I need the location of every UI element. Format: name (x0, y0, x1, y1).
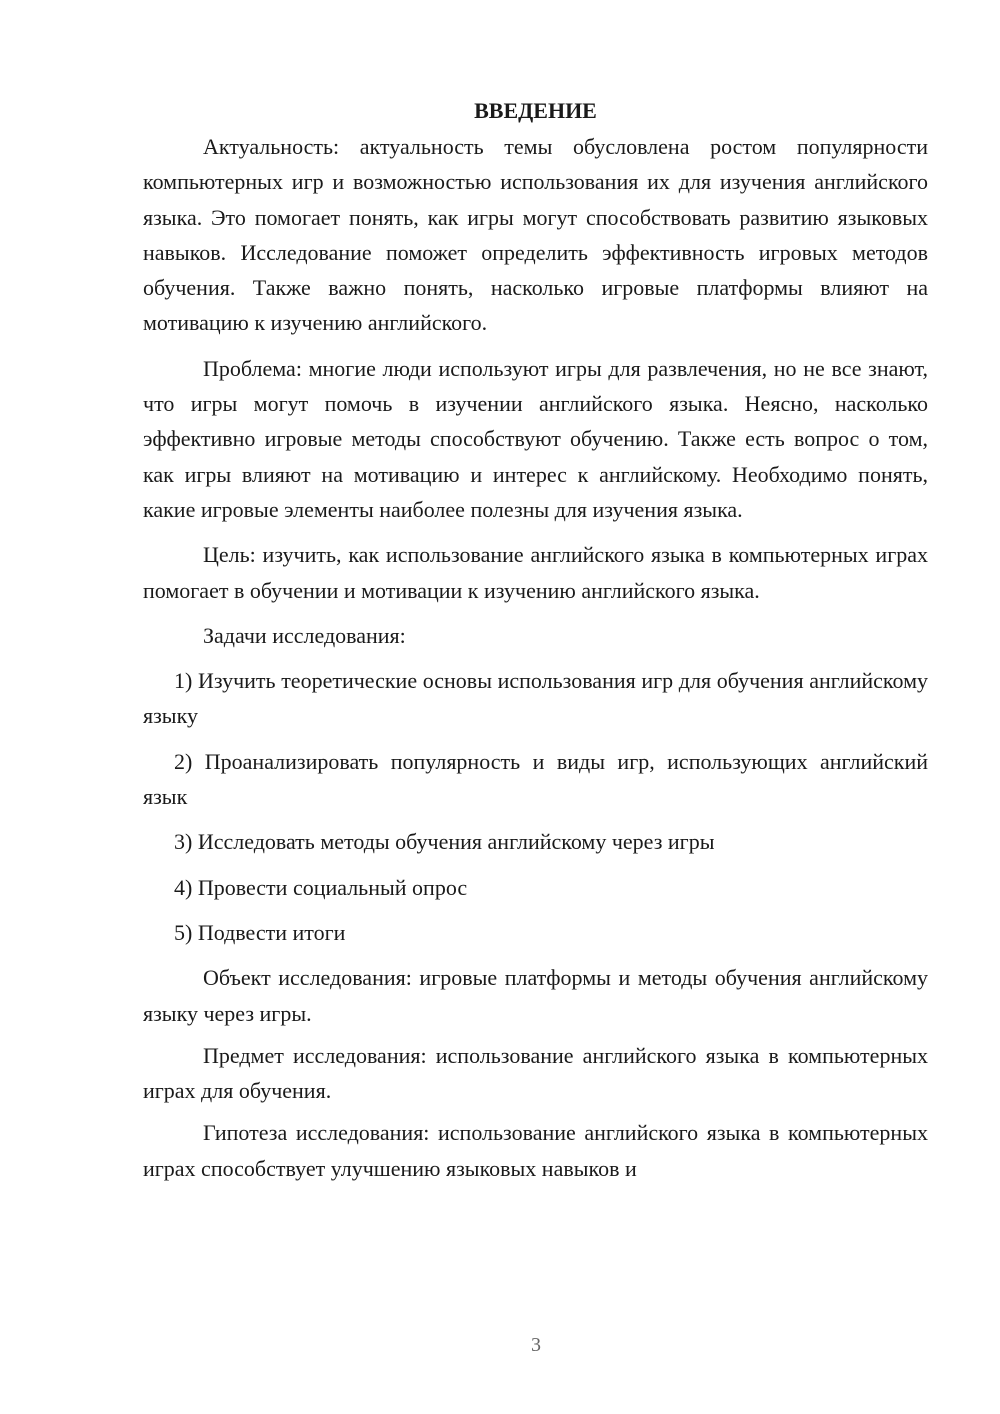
task-item-4: 4) Провести социальный опрос (174, 874, 468, 900)
problem-paragraph: Проблема: многие люди используют игры для развлечения, но не все знают, что игры могут помочь в изучении английского языка. Неясно, насколько эффективно игровые методы способствуют обучению. Также есть вопрос о том, как игры влияют на мотивацию и интерес к английскому. Необходимо понять, какие игровые элементы наиболее полезны для изучения языка. (143, 355, 928, 522)
subject-paragraph: Предмет исследования: использование английского языка в компьютерных играх для обучения. (143, 1042, 928, 1104)
page-number: 3 (531, 1334, 541, 1356)
task-item-1: 1) Изучить теоретические основы использования игр для обучения английскому языку (143, 668, 928, 729)
page-title: ВВЕДЕНИЕ (474, 98, 597, 123)
task-item-5: 5) Подвести итоги (174, 919, 346, 945)
task-item-2: 2) Проанализировать популярность и виды игр, использующих английский язык (143, 748, 928, 810)
task-item-3: 3) Исследовать методы обучения английскому через игры (174, 829, 715, 855)
object-paragraph: Объект исследования: игровые платформы и методы обучения английскому языку через игры. (143, 965, 928, 1026)
goal-paragraph: Цель: изучить, как использование английского языка в компьютерных играх помогает в обучении и мотивации к изучению английского языка. (143, 542, 928, 603)
hypothesis-paragraph: Гипотеза исследования: использование английского языка в компьютерных играх способствует улучшению языковых навыков и (143, 1120, 928, 1181)
page-content (143, 93, 928, 1196)
tasks-heading: Задачи исследования: (203, 622, 406, 648)
relevance-paragraph: Актуальность: актуальность темы обусловлена ростом популярности компьютерных игр и возможностью использования их для изучения английского языка. Это помогает понять, как игры могут способствовать развитию языковых навыков. Исследование поможет определить эффективность игровых методов обучения. Также важно понять, насколько игровые платформы влияют на мотивацию к изучению английского. (143, 134, 928, 336)
